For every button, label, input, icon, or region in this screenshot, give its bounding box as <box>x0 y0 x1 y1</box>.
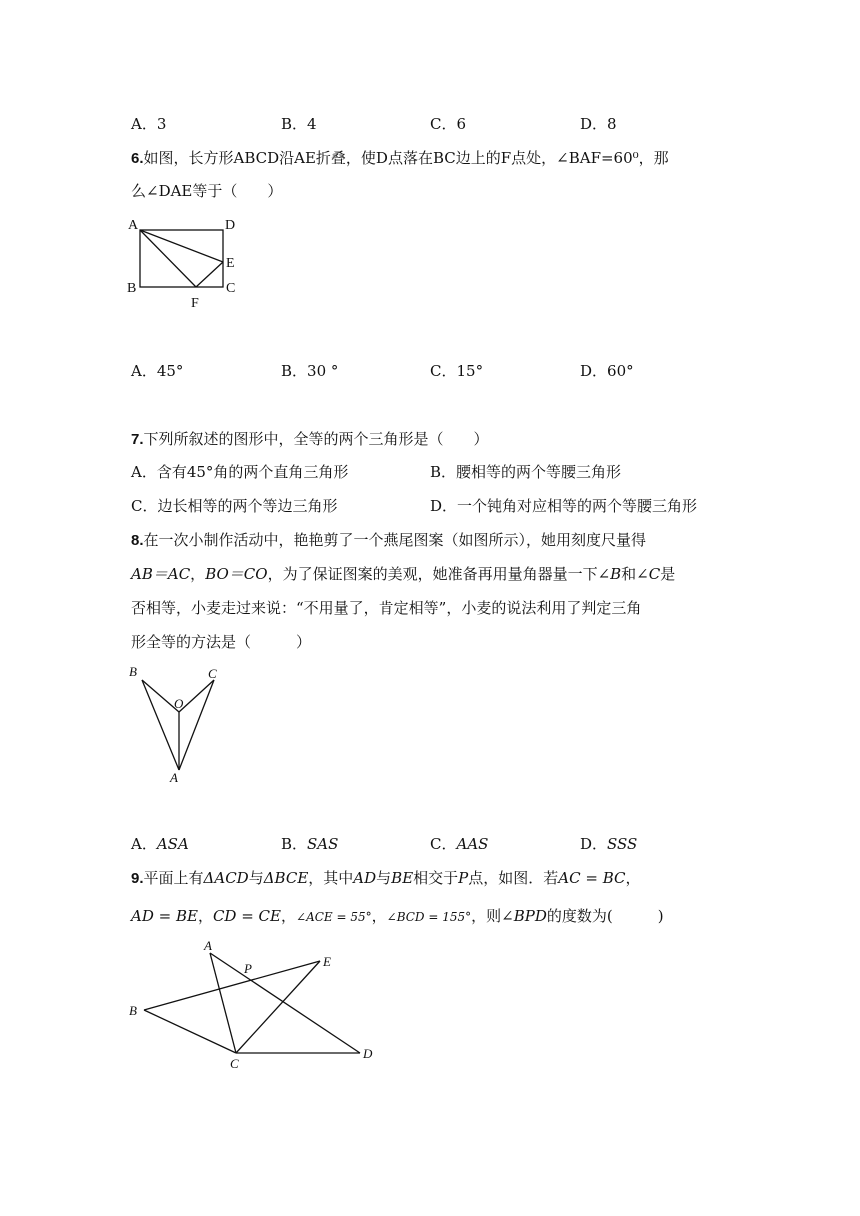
segment-oc <box>179 680 214 712</box>
label-o: O <box>174 696 184 711</box>
q5-option-b: B．4 <box>281 115 317 133</box>
label-p: P <box>244 961 252 976</box>
q6-option-c: C．15° <box>430 362 484 380</box>
label-a: A <box>204 938 212 953</box>
q7-option-c: C．边长相等的两个等边三角形 <box>131 497 338 515</box>
segment-ca <box>179 680 214 770</box>
q8-stem-line2: AB＝AC，BO＝CO，为了保证图案的美观，她准备再用量角器量一下∠B和∠C是 <box>131 565 676 583</box>
label-a: A <box>170 770 178 785</box>
q9-stem-line2: AD = BE，CD = CE，∠ACE = 55°，∠BCD = 155°，则∠BPD的度数为( ) <box>131 907 664 925</box>
label-c: C <box>230 1056 239 1071</box>
q5-option-a: A．3 <box>131 115 167 133</box>
q6-option-d: D．60° <box>580 362 634 380</box>
label-b: B <box>129 664 137 679</box>
label-e: E <box>226 256 235 271</box>
q9-stem-line1: 9.平面上有ΔACD与ΔBCE，其中AD与BE相交于P点，如图．若AC = BC， <box>131 869 641 887</box>
label-e: E <box>323 954 331 969</box>
label-d: D <box>225 218 236 233</box>
q8-stem-line4: 形全等的方法是（ ） <box>131 633 312 651</box>
q8-option-a: A．ASA <box>131 835 189 853</box>
label-b: B <box>129 1003 137 1018</box>
label-b: B <box>127 281 137 296</box>
q8-option-c: C．AAS <box>430 835 489 853</box>
q6-stem-line2: 么∠DAE等于（ ） <box>131 182 283 200</box>
q8-option-b: B．SAS <box>281 835 339 853</box>
segment-af <box>140 230 196 287</box>
q7-option-a: A．含有45°角的两个直角三角形 <box>131 463 349 481</box>
q6-option-a: A．45° <box>131 362 184 380</box>
q8-option-d: D．SSS <box>580 835 638 853</box>
q5-option-c: C．6 <box>430 115 467 133</box>
q7-option-b: B．腰相等的两个等腰三角形 <box>430 463 622 481</box>
label-d: D <box>363 1046 373 1061</box>
label-a: A <box>128 218 139 233</box>
q5-option-d: D．8 <box>580 115 617 133</box>
segment-ae <box>140 230 223 262</box>
label-c: C <box>208 666 217 681</box>
q8-swallowtail-figure <box>124 660 234 785</box>
q8-stem-line1: 8.在一次小制作活动中，艳艳剪了一个燕尾图案（如图所示），她用刻度尺量得 <box>131 531 647 549</box>
segment-fe <box>196 262 223 287</box>
q6-rectangle-figure <box>126 212 246 312</box>
segment-ba <box>142 680 179 770</box>
q9-triangles-figure <box>124 935 384 1075</box>
label-c: C <box>226 281 236 296</box>
q6-stem-line1: 6.如图，长方形ABCD沿AE折叠，使D点落在BC边上的F点处，∠BAF=60⁰，那 <box>131 149 669 167</box>
q7-option-d: D．一个钝角对应相等的两个等腰三角形 <box>430 497 698 515</box>
label-f: F <box>191 296 199 311</box>
segment-bc <box>144 1010 236 1053</box>
q7-stem: 7.下列所叙述的图形中，全等的两个三角形是（ ） <box>131 430 489 448</box>
q6-option-b: B．30 ° <box>281 362 339 380</box>
rect-abcd <box>140 230 223 287</box>
q8-stem-line3: 否相等，小麦走过来说：“不用量了，肯定相等”，小麦的说法利用了判定三角 <box>131 599 642 617</box>
